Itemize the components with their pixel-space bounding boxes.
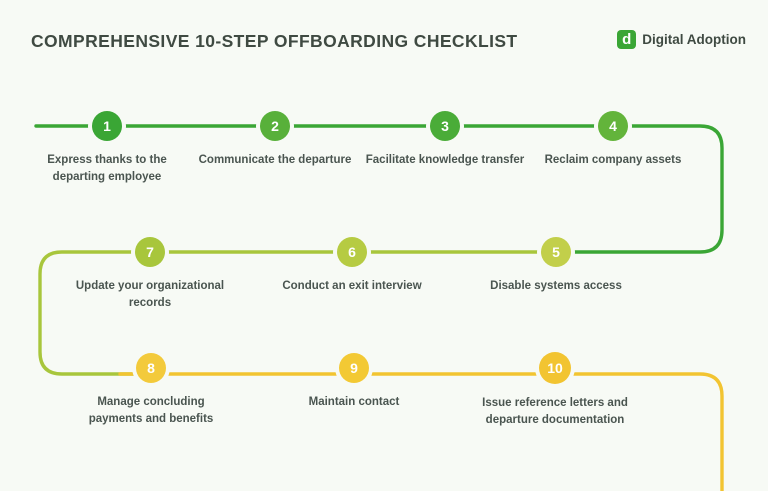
step-label: Update your organizational records: [75, 280, 225, 309]
step-node[interactable]: [475, 352, 635, 428]
step-label: Maintain contact: [308, 396, 400, 408]
step-badge: 5: [541, 237, 571, 267]
step-badge: 10: [539, 352, 571, 384]
step-node[interactable]: [71, 353, 231, 427]
step-label: Communicate the departure: [198, 154, 352, 166]
step-label: Conduct an exit interview: [282, 280, 422, 292]
step-badge: 8: [136, 353, 166, 383]
step-node[interactable]: [533, 111, 693, 169]
step-node[interactable]: [195, 111, 355, 169]
page-title: COMPREHENSIVE 10-STEP OFFBOARDING CHECKLIST: [31, 31, 518, 51]
step-label: Express thanks to the departing employee: [47, 154, 167, 183]
step-node[interactable]: [274, 353, 434, 411]
step-badge: 6: [337, 237, 367, 267]
step-badge: 2: [260, 111, 290, 141]
step-node[interactable]: [70, 237, 230, 311]
step-badge: 3: [430, 111, 460, 141]
step-node[interactable]: [365, 111, 525, 169]
step-label: Issue reference letters and departure documentation: [482, 397, 628, 426]
step-badge: 1: [92, 111, 122, 141]
step-label: Facilitate knowledge transfer: [365, 154, 525, 166]
step-node[interactable]: [27, 111, 187, 185]
step-label: Disable systems access: [490, 280, 622, 292]
brand-name-label: Digital Adoption: [642, 32, 746, 47]
step-badge: 4: [598, 111, 628, 141]
step-label: Manage concluding payments and benefits: [88, 396, 214, 425]
step-node[interactable]: [272, 237, 432, 295]
step-label: Reclaim company assets: [544, 154, 682, 166]
step-badge: 9: [339, 353, 369, 383]
step-badge: 7: [135, 237, 165, 267]
step-node[interactable]: [476, 237, 636, 295]
